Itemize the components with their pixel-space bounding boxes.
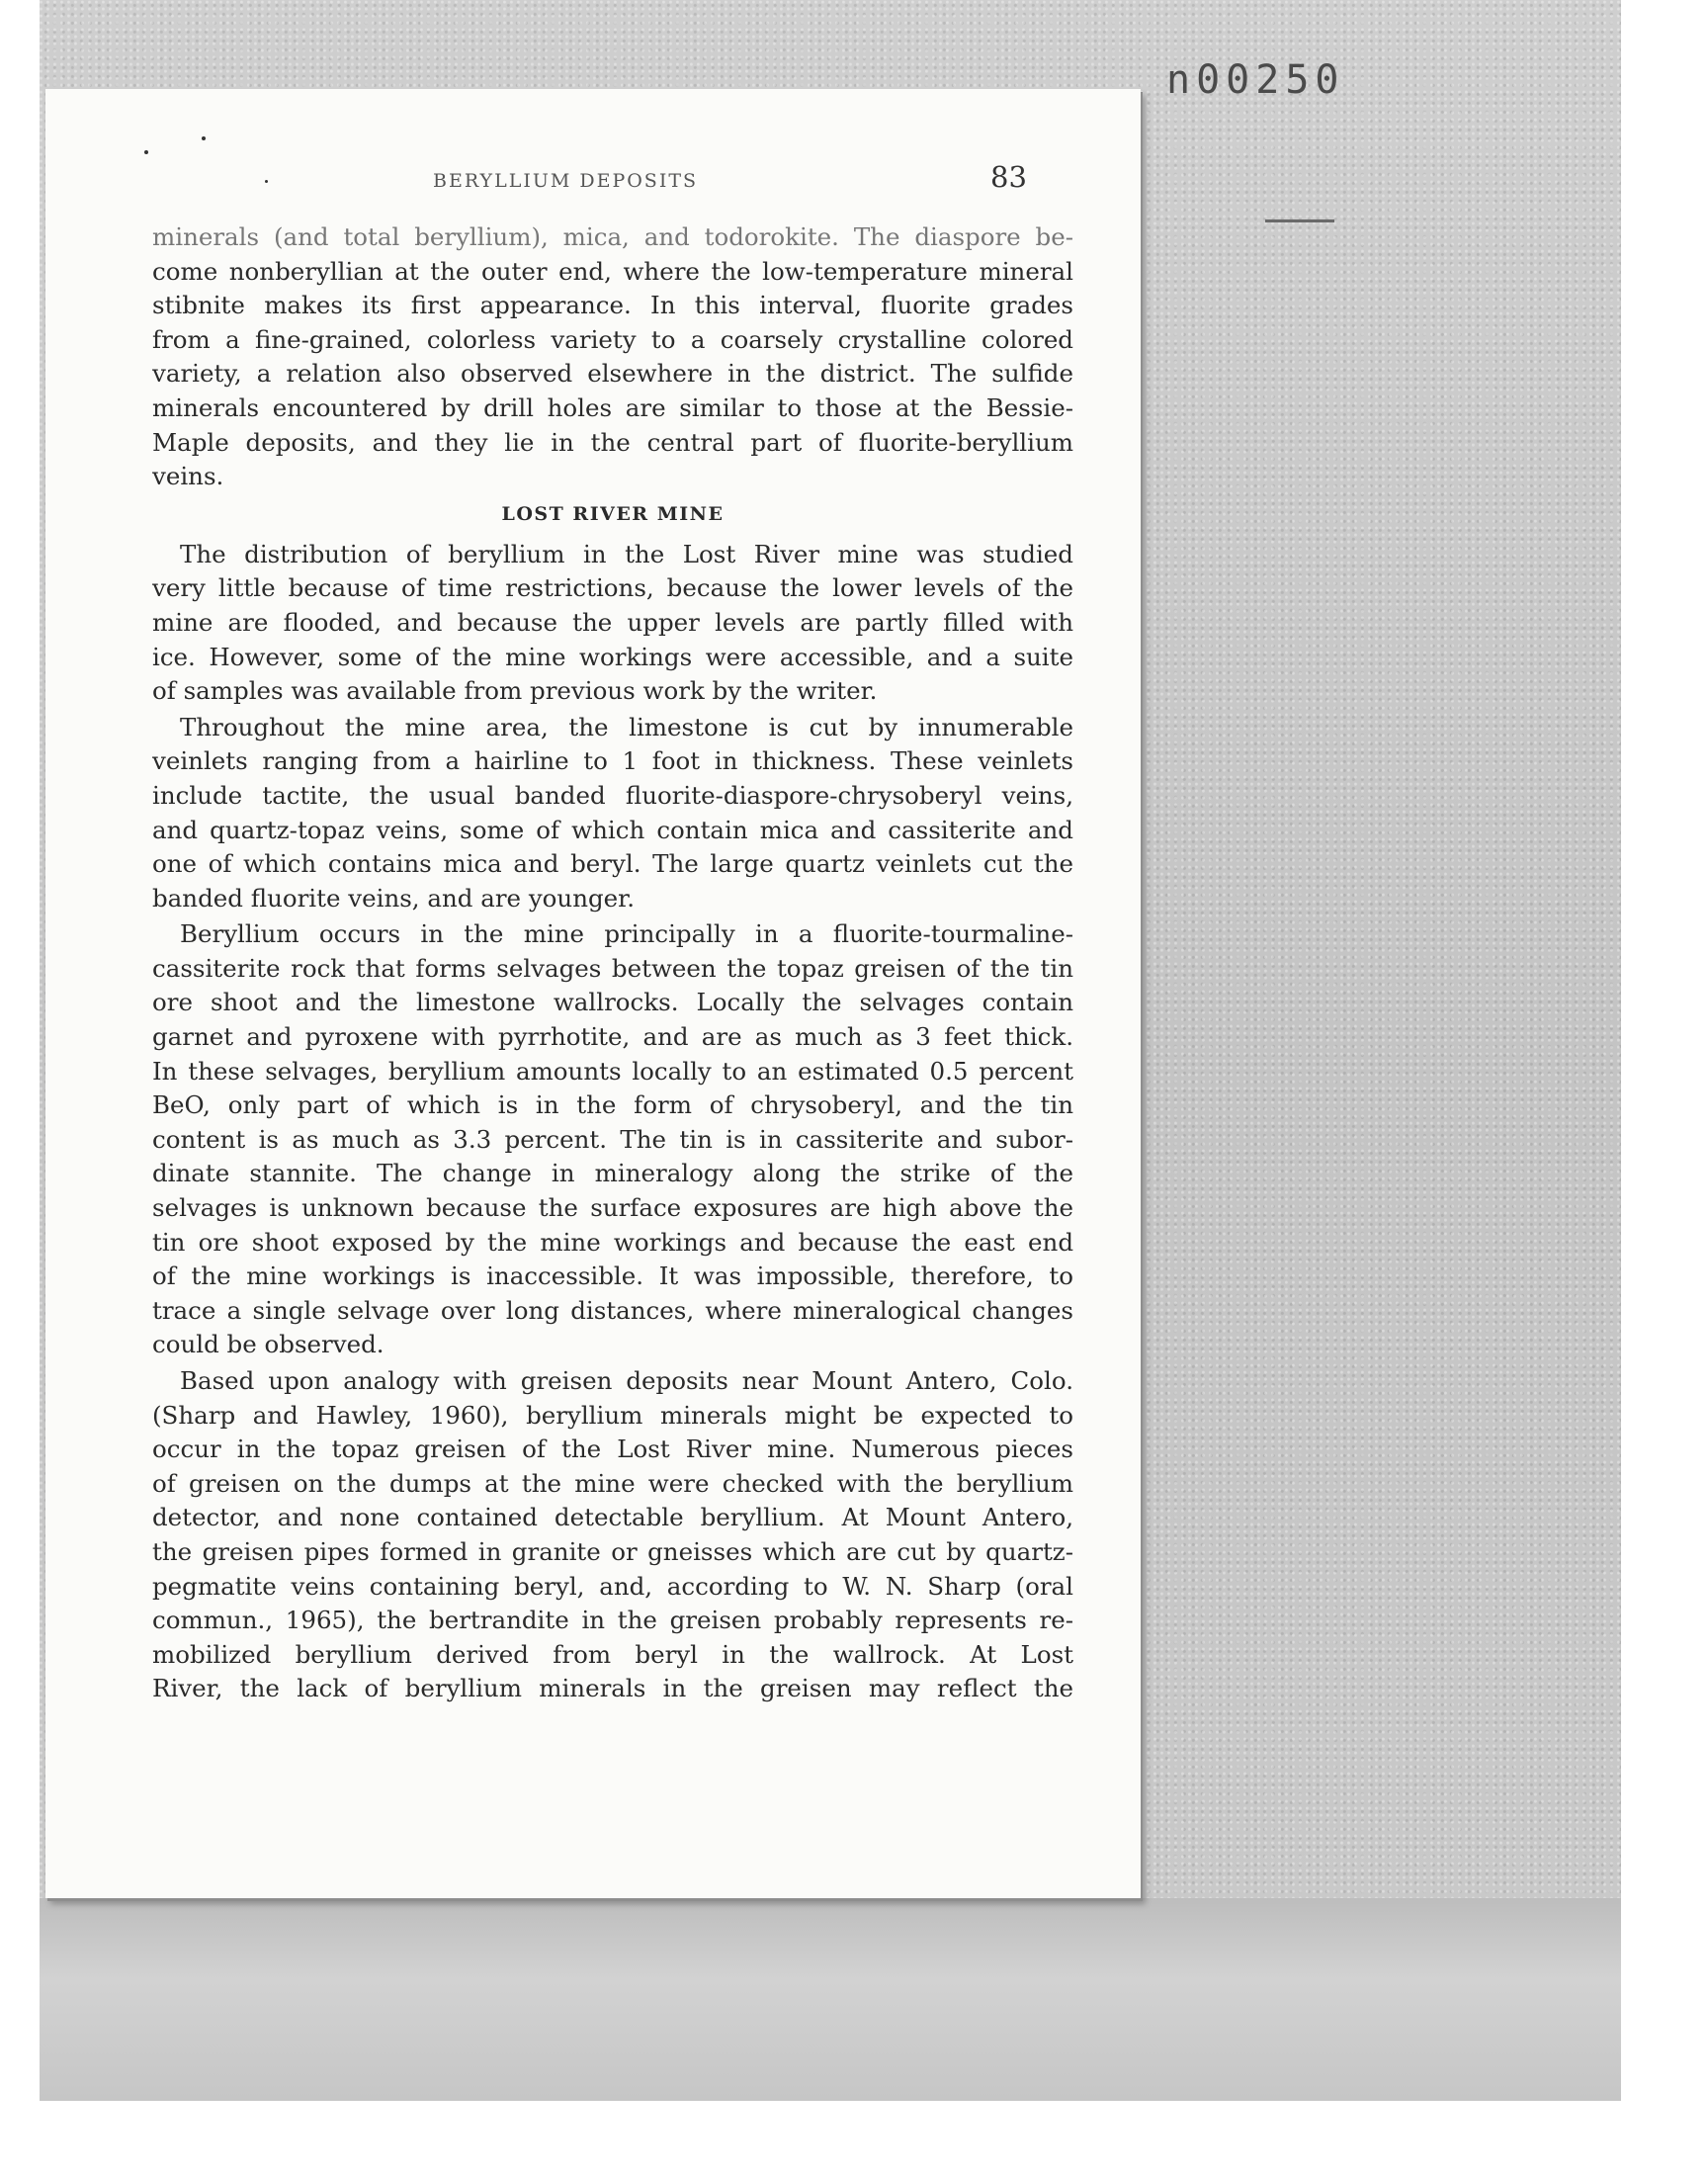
- text-line: selvages is unknown because the surface exposures are high above the: [152, 1193, 1073, 1223]
- text-line: Beryllium occurs in the mine principally in a fluorite-tourmaline-: [180, 919, 1073, 949]
- stamp-mark: [1265, 219, 1334, 222]
- text-line: mine are flooded, and because the upper levels are partly filled with: [152, 607, 1073, 637]
- text-line: stibnite makes its first appearance. In this interval, fluorite grades: [152, 291, 1073, 320]
- text-line: the greisen pipes formed in granite or gneisses which are cut by quartz-: [152, 1536, 1073, 1566]
- text-line: mobilized beryllium derived from beryl in the wallrock. At Lost: [152, 1639, 1073, 1669]
- page-number: 83: [990, 160, 1027, 194]
- text-line: and quartz-topaz veins, some of which contain mica and cassiterite and: [152, 815, 1073, 844]
- text-line: of greisen on the dumps at the mine were checked with the beryllium: [152, 1468, 1073, 1498]
- text-line: come nonberyllian at the outer end, where the low-temperature mineral: [152, 256, 1073, 286]
- text-line: banded fluorite veins, and are younger.: [152, 883, 635, 913]
- paragraph: [152, 917, 1073, 1362]
- text-line: minerals (and total beryllium), mica, and todorokite. The diaspore be-: [152, 222, 1073, 251]
- text-line: veinlets ranging from a hairline to 1 foot in thickness. These veinlets: [152, 746, 1073, 776]
- running-head-title: BERYLLIUM DEPOSITS: [433, 170, 699, 192]
- text-line: Based upon analogy with greisen deposits near Mount Antero, Colo.: [180, 1366, 1073, 1395]
- text-line: Throughout the mine area, the limestone is cut by innumerable: [180, 712, 1073, 741]
- text-line: variety, a relation also observed elsewhere in the district. The sulfide: [152, 359, 1073, 389]
- text-line: minerals encountered by drill holes are similar to those at the Bessie-: [152, 392, 1073, 422]
- text-line: ice. However, some of the mine workings were accessible, and a suite: [152, 642, 1073, 671]
- text-line: include tactite, the usual banded fluorite-diaspore-chrysoberyl veins,: [152, 780, 1073, 810]
- text-line: commun., 1965), the bertrandite in the greisen probably represents re-: [152, 1606, 1073, 1635]
- text-line: of samples was available from previous work by the writer.: [152, 676, 878, 706]
- text-line: cassiterite rock that forms selvages between the topaz greisen of the tin: [152, 953, 1073, 983]
- paragraph: [152, 1364, 1073, 1706]
- document-page: [45, 89, 1141, 1898]
- text-line: tin ore shoot exposed by the mine workings and because the east end: [152, 1227, 1073, 1257]
- text-line: dinate stannite. The change in mineralogy along the strike of the: [152, 1159, 1073, 1188]
- text-line: of the mine workings is inaccessible. It was impossible, therefore, to: [152, 1262, 1073, 1291]
- text-line: The distribution of beryllium in the Lost River mine was studied: [180, 539, 1073, 568]
- text-line: BeO, only part of which is in the form of chrysoberyl, and the tin: [152, 1090, 1073, 1120]
- body-text: [152, 220, 1073, 1706]
- text-line: veins.: [152, 462, 224, 491]
- text-line: ore shoot and the limestone wallrocks. Locally the selvages contain: [152, 988, 1073, 1017]
- photocopy-background-lower: [40, 1898, 1621, 2101]
- text-line: from a fine-grained, colorless variety to a coarsely crystalline colored: [152, 324, 1073, 354]
- text-line: garnet and pyroxene with pyrrhotite, and are as much as 3 feet thick.: [152, 1022, 1073, 1052]
- text-line: content is as much as 3.3 percent. The tin is in cassiterite and subor-: [152, 1124, 1073, 1154]
- text-line: trace a single selvage over long distances, where mineralogical changes: [152, 1295, 1073, 1325]
- page-speck: [202, 136, 206, 140]
- text-line: very little because of time restrictions, because the lower levels of the: [152, 573, 1073, 603]
- text-line: occur in the topaz greisen of the Lost River mine. Numerous pieces: [152, 1435, 1073, 1464]
- text-line: In these selvages, beryllium amounts locally to an estimated 0.5 percent: [152, 1056, 1073, 1086]
- paragraph-continuation: [152, 220, 1073, 494]
- paragraph: [152, 711, 1073, 916]
- section-heading: LOST RIVER MINE: [501, 502, 725, 525]
- page-speck: [144, 150, 148, 154]
- text-line: (Sharp and Hawley, 1960), beryllium minerals might be expected to: [152, 1400, 1073, 1430]
- text-line: pegmatite veins containing beryl, and, according to W. N. Sharp (oral: [152, 1571, 1073, 1601]
- text-line: River, the lack of beryllium minerals in the greisen may reflect the: [152, 1674, 1073, 1703]
- paragraph: [152, 538, 1073, 709]
- page-speck: [265, 180, 268, 183]
- text-line: one of which contains mica and beryl. The large quartz veinlets cut the: [152, 849, 1073, 879]
- text-line: could be observed.: [152, 1330, 384, 1359]
- text-line: Maple deposits, and they lie in the central part of fluorite-beryllium: [152, 427, 1073, 457]
- document-stamp-number: n00250: [1166, 57, 1345, 103]
- text-line: detector, and none contained detectable beryllium. At Mount Antero,: [152, 1503, 1073, 1532]
